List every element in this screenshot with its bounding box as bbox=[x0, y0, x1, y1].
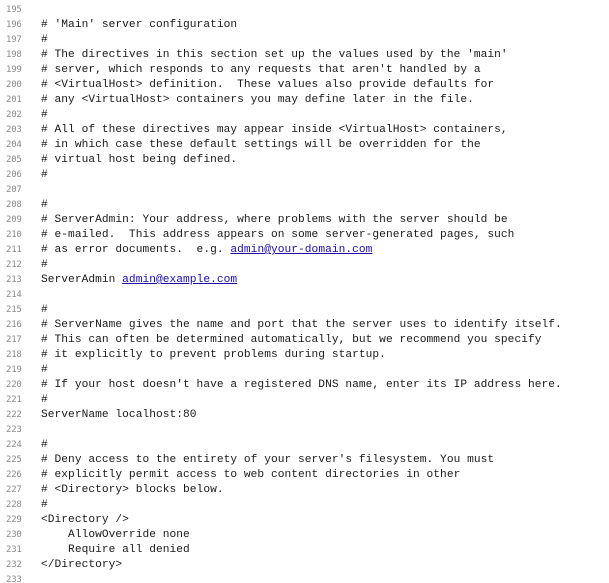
line-text[interactable] bbox=[36, 78, 494, 93]
line-number: 227 bbox=[6, 485, 22, 495]
code-line[interactable] bbox=[0, 273, 609, 288]
line-number: 223 bbox=[6, 425, 22, 435]
line-text[interactable] bbox=[36, 153, 237, 168]
code-line[interactable] bbox=[0, 408, 609, 423]
line-text[interactable] bbox=[36, 348, 386, 363]
line-number: 211 bbox=[6, 245, 22, 255]
code-line[interactable] bbox=[0, 558, 609, 573]
line-number: 216 bbox=[6, 320, 22, 330]
code-text-segment: Require all denied bbox=[41, 544, 190, 556]
line-text[interactable] bbox=[36, 3, 41, 18]
code-line[interactable] bbox=[0, 258, 609, 273]
line-number: 208 bbox=[6, 200, 22, 210]
code-text-segment: <Directory /> bbox=[41, 514, 129, 526]
line-text[interactable] bbox=[36, 363, 48, 378]
code-line[interactable] bbox=[0, 438, 609, 453]
code-text-segment: # virtual host being defined. bbox=[41, 154, 238, 166]
code-line[interactable] bbox=[0, 63, 609, 78]
line-text[interactable] bbox=[36, 18, 237, 33]
line-text[interactable] bbox=[36, 258, 48, 273]
line-text[interactable] bbox=[36, 513, 129, 528]
code-text-segment: # bbox=[41, 169, 48, 181]
code-text-segment: ServerAdmin bbox=[41, 274, 123, 286]
line-number: 207 bbox=[6, 185, 22, 195]
line-text[interactable] bbox=[36, 48, 508, 63]
line-text[interactable] bbox=[36, 468, 460, 483]
line-number: 218 bbox=[6, 350, 22, 360]
code-line[interactable] bbox=[0, 228, 609, 243]
line-number: 233 bbox=[6, 575, 22, 583]
code-line[interactable] bbox=[0, 543, 609, 558]
code-line[interactable] bbox=[0, 93, 609, 108]
line-text[interactable] bbox=[36, 378, 562, 393]
code-text-segment: # e-mailed. This address appears on some server-generated pages, such bbox=[41, 229, 515, 241]
code-line[interactable] bbox=[0, 243, 609, 258]
line-number: 226 bbox=[6, 470, 22, 480]
line-number: 214 bbox=[6, 290, 22, 300]
code-text-segment: # ServerName gives the name and port that the server uses to identify itself. bbox=[41, 319, 562, 331]
line-number: 205 bbox=[6, 155, 22, 165]
line-number: 209 bbox=[6, 215, 22, 225]
code-text-segment: # 'Main' server configuration bbox=[41, 19, 238, 31]
line-number: 196 bbox=[6, 20, 22, 30]
code-line[interactable] bbox=[0, 48, 609, 63]
line-text[interactable] bbox=[36, 303, 48, 318]
line-number: 220 bbox=[6, 380, 22, 390]
line-text[interactable] bbox=[36, 168, 48, 183]
code-line[interactable] bbox=[0, 288, 609, 303]
code-text-segment: # bbox=[41, 199, 48, 211]
line-number: 199 bbox=[6, 65, 22, 75]
line-text[interactable] bbox=[36, 333, 542, 348]
code-text-segment: # This can often be determined automatically, but we recommend you specify bbox=[41, 334, 542, 346]
code-line[interactable] bbox=[0, 183, 609, 198]
line-number: 215 bbox=[6, 305, 22, 315]
code-line[interactable] bbox=[0, 333, 609, 348]
code-line[interactable] bbox=[0, 453, 609, 468]
code-line[interactable] bbox=[0, 33, 609, 48]
line-text[interactable] bbox=[36, 243, 372, 258]
code-line[interactable] bbox=[0, 468, 609, 483]
line-text[interactable] bbox=[36, 423, 41, 438]
line-number: 197 bbox=[6, 35, 22, 45]
code-line[interactable] bbox=[0, 393, 609, 408]
code-text-segment: # bbox=[41, 499, 48, 511]
line-number: 231 bbox=[6, 545, 22, 555]
code-line[interactable] bbox=[0, 318, 609, 333]
code-line[interactable] bbox=[0, 303, 609, 318]
line-text[interactable] bbox=[36, 453, 494, 468]
code-text-segment: # Deny access to the entirety of your server's filesystem. You must bbox=[41, 454, 495, 466]
line-text[interactable] bbox=[36, 543, 190, 558]
code-line[interactable] bbox=[0, 18, 609, 33]
code-line[interactable] bbox=[0, 3, 609, 18]
line-number: 213 bbox=[6, 275, 22, 285]
line-text[interactable] bbox=[36, 318, 562, 333]
code-text-segment: # in which case these default settings will be overridden for the bbox=[41, 139, 481, 151]
code-text-segment: # bbox=[41, 34, 48, 46]
code-line[interactable] bbox=[0, 423, 609, 438]
line-number: 195 bbox=[6, 5, 22, 15]
code-text-segment: # server, which responds to any requests that aren't handled by a bbox=[41, 64, 481, 76]
code-text-segment: # bbox=[41, 439, 48, 451]
code-line[interactable] bbox=[0, 363, 609, 378]
code-text-segment: # bbox=[41, 259, 48, 271]
line-number: 204 bbox=[6, 140, 22, 150]
line-text[interactable] bbox=[36, 528, 190, 543]
line-number: 221 bbox=[6, 395, 22, 405]
code-text-segment: # bbox=[41, 364, 48, 376]
line-number: 225 bbox=[6, 455, 22, 465]
code-text-segment: # <VirtualHost> definition. These values also provide defaults for bbox=[41, 79, 495, 91]
line-text[interactable] bbox=[36, 498, 48, 513]
code-text-segment: # <Directory> blocks below. bbox=[41, 484, 224, 496]
line-text[interactable] bbox=[36, 438, 48, 453]
code-editor[interactable] bbox=[0, 3, 609, 583]
line-number: 206 bbox=[6, 170, 22, 180]
code-text-segment: # any <VirtualHost> containers you may define later in the file. bbox=[41, 94, 474, 106]
code-text-segment: ServerName localhost:80 bbox=[41, 409, 197, 421]
line-number: 224 bbox=[6, 440, 22, 450]
line-number: 217 bbox=[6, 335, 22, 345]
line-number: 229 bbox=[6, 515, 22, 525]
code-line[interactable] bbox=[0, 153, 609, 168]
code-text-segment: # bbox=[41, 109, 48, 121]
code-line[interactable] bbox=[0, 108, 609, 123]
code-text-segment: # If your host doesn't have a registered DNS name, enter its IP address here. bbox=[41, 379, 562, 391]
code-line[interactable] bbox=[0, 348, 609, 363]
line-number: 232 bbox=[6, 560, 22, 570]
code-text-segment: # All of these directives may appear inside <VirtualHost> containers, bbox=[41, 124, 508, 136]
line-text[interactable] bbox=[36, 183, 41, 198]
line-text[interactable] bbox=[36, 483, 224, 498]
line-text[interactable] bbox=[36, 63, 481, 78]
line-number: 219 bbox=[6, 365, 22, 375]
line-number: 228 bbox=[6, 500, 22, 510]
line-text[interactable] bbox=[36, 33, 48, 48]
line-number: 202 bbox=[6, 110, 22, 120]
line-number: 200 bbox=[6, 80, 22, 90]
code-line[interactable] bbox=[0, 198, 609, 213]
code-line[interactable] bbox=[0, 513, 609, 528]
line-text[interactable] bbox=[36, 138, 481, 153]
code-line[interactable] bbox=[0, 498, 609, 513]
line-number: 198 bbox=[6, 50, 22, 60]
line-number: 210 bbox=[6, 230, 22, 240]
code-text-segment: AllowOverride none bbox=[41, 529, 190, 541]
line-number: 230 bbox=[6, 530, 22, 540]
code-text-segment: # ServerAdmin: Your address, where problems with the server should be bbox=[41, 214, 508, 226]
code-text-segment: # it explicitly to prevent problems during startup. bbox=[41, 349, 386, 361]
code-line[interactable] bbox=[0, 78, 609, 93]
code-text-segment: # as error documents. e.g. bbox=[41, 244, 231, 256]
code-text-segment: # explicitly permit access to web content directories in other bbox=[41, 469, 461, 481]
line-text[interactable] bbox=[36, 273, 237, 288]
email-link[interactable]: admin@your-domain.com bbox=[230, 244, 373, 256]
email-link[interactable]: admin@example.com bbox=[122, 274, 238, 286]
line-text[interactable] bbox=[36, 108, 48, 123]
line-number: 203 bbox=[6, 125, 22, 135]
line-text[interactable] bbox=[36, 288, 41, 303]
line-number: 222 bbox=[6, 410, 22, 420]
line-text[interactable] bbox=[36, 408, 197, 423]
line-text[interactable] bbox=[36, 123, 508, 138]
code-text-segment: # The directives in this section set up the values used by the 'main' bbox=[41, 49, 508, 61]
line-text[interactable] bbox=[36, 573, 41, 583]
code-text-segment: # bbox=[41, 394, 48, 406]
code-line[interactable] bbox=[0, 213, 609, 228]
line-number: 201 bbox=[6, 95, 22, 105]
line-number: 212 bbox=[6, 260, 22, 270]
line-text[interactable] bbox=[36, 228, 514, 243]
code-text-segment: # bbox=[41, 304, 48, 316]
code-line[interactable] bbox=[0, 123, 609, 138]
code-text-segment: </Directory> bbox=[41, 559, 123, 571]
line-text[interactable] bbox=[36, 198, 48, 213]
code-line[interactable] bbox=[0, 378, 609, 393]
code-line[interactable] bbox=[0, 168, 609, 183]
line-text[interactable] bbox=[36, 213, 508, 228]
code-line[interactable] bbox=[0, 483, 609, 498]
code-line[interactable] bbox=[0, 138, 609, 153]
line-text[interactable] bbox=[36, 393, 48, 408]
line-text[interactable] bbox=[36, 558, 122, 573]
code-line[interactable] bbox=[0, 528, 609, 543]
code-line[interactable] bbox=[0, 573, 609, 583]
line-text[interactable] bbox=[36, 93, 474, 108]
